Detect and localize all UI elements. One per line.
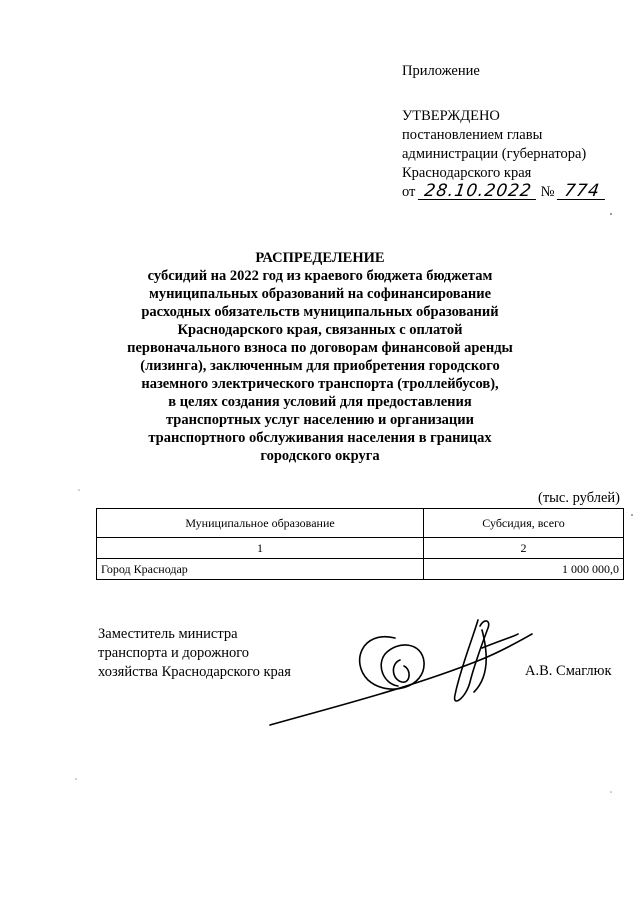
approval-date-line (402, 183, 606, 202)
approval-line-2: администрации (губернатора) (402, 146, 587, 162)
table-row (97, 559, 624, 580)
heading-line-4: Краснодарского края, связанных с оплатой (177, 322, 463, 338)
cell-municipality: Город Краснодар (97, 559, 424, 580)
heading-line-9: транспортных услуг населению и организации (165, 412, 474, 428)
table-header-row (97, 509, 624, 538)
heading-line-6: (лизинга), заключенным для приобретения городского (140, 358, 500, 374)
heading-line-3: расходных обязательств муниципальных образований (141, 304, 499, 320)
approval-line-3: Краснодарского края (402, 165, 532, 181)
signer-line-3: хозяйства Краснодарского края (98, 664, 291, 680)
signer-name: А.В. Смаглюк (525, 663, 612, 679)
heading-line-10: транспортного обслуживания населения в границах (148, 430, 492, 446)
signer-line-2: транспорта и дорожного (98, 645, 250, 661)
heading-line-7: наземного электрического транспорта (троллейбусов), (141, 376, 499, 392)
signer-line-1: Заместитель министра (98, 626, 238, 642)
handwritten-date: 28.10.2022 (418, 184, 538, 200)
document-heading (120, 249, 520, 465)
from-label: от (402, 184, 416, 200)
heading-line-2: муниципальных образований на софинансирование (148, 286, 492, 302)
number-label: № (540, 184, 555, 200)
header-subsidy: Субсидия, всего (424, 509, 624, 538)
heading-line-5: первоначального взноса по договорам финансовой аренды (127, 340, 513, 356)
column-number-1: 1 (97, 538, 424, 559)
appendix-label: Приложение (402, 63, 480, 79)
handwritten-number: 774 (557, 184, 607, 200)
units-label: (тыс. рублей) (538, 490, 620, 506)
table-column-number-row (97, 538, 624, 559)
approval-block (402, 62, 606, 202)
heading-line-8: в целях создания условий для предоставления (168, 394, 472, 410)
handwritten-signature (250, 600, 540, 740)
approval-line-1: постановлением главы (402, 127, 543, 143)
heading-title: РАСПРЕДЕЛЕНИЕ (255, 250, 385, 266)
header-municipality: Муниципальное образование (97, 509, 424, 538)
heading-line-1: субсидий на 2022 год из краевого бюджета бюджетам (147, 268, 493, 284)
heading-line-11: городского округа (260, 448, 380, 464)
column-number-2: 2 (424, 538, 624, 559)
subsidy-table (96, 508, 624, 580)
approved-label: УТВЕРЖДЕНО (402, 108, 500, 124)
cell-subsidy: 1 000 000,0 (424, 559, 624, 580)
